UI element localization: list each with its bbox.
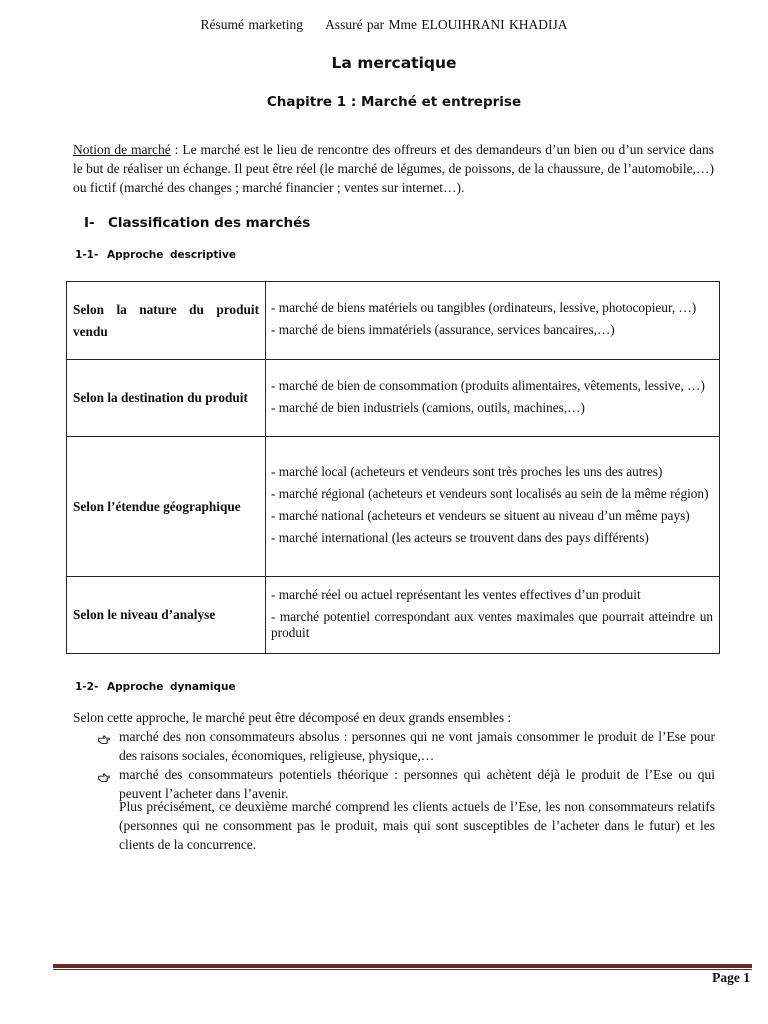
running-header (0, 17, 768, 33)
market-type-item: - marché de bien de consommation (produits alimentaires, vêtements, lessive, …) (271, 377, 705, 393)
table-row (67, 282, 720, 360)
header-author: Assuré par Mme ELOUIHRANI KHADIJA (325, 17, 568, 32)
dynamic-approach-intro: Selon cette approche, le marché peut être décomposé en deux grands ensembles : (73, 710, 512, 725)
list-item (98, 727, 715, 765)
market-type-item: - marché de biens matériels ou tangibles (ordinateurs, lessive, photocopieur, …) (271, 300, 697, 315)
section-title: Classification des marchés (108, 215, 311, 231)
subsection-title: Approche descriptive (106, 249, 236, 261)
page-number: Page 1 (712, 970, 750, 985)
market-type-item: - marché local (acheteurs et vendeurs sont très proches les uns des autres) (271, 464, 663, 479)
market-type-item: - marché international (les acteurs se trouvent dans des pays différents) (271, 530, 649, 545)
footer-divider (53, 964, 752, 968)
market-type-item: - marché potentiel correspondant aux ventes maximales que pourrait atteindre un produit (271, 608, 713, 640)
market-type-item: - marché réel ou actuel représentant les ventes effectives d’un produit (271, 586, 641, 602)
market-types-cell (266, 577, 720, 654)
section-number: I- (84, 215, 95, 231)
hand-pointing-right-icon (98, 769, 110, 781)
market-definition-paragraph (73, 140, 714, 197)
subsection-number: 1-2- (75, 681, 99, 693)
subsection-title: Approche dynamique (106, 681, 236, 693)
criterion-cell: Selon le niveau d’analyse (67, 577, 266, 654)
market-type-item: - marché de biens immatériels (assurance, services bancaires,…) (271, 322, 615, 337)
hand-pointing-right-icon (98, 731, 110, 743)
criterion-cell: Selon la nature du produit vendu (67, 282, 266, 360)
market-types-cell (266, 360, 720, 437)
table-row (67, 577, 720, 654)
market-classification-table (66, 281, 720, 654)
table-row (67, 437, 720, 577)
chapter-title: Chapitre 1 : Marché et entreprise (266, 94, 522, 110)
market-type-item: - marché régional (acheteurs et vendeurs sont localisés au sein de la même région) (271, 486, 709, 501)
market-types-cell (266, 437, 720, 577)
bullet-text: marché des consommateurs potentiels théorique : personnes qui achètent déjà le produit de l’Ese ou qui peuvent l’acheter dans l’avenir. (119, 767, 715, 801)
market-type-item: - marché national (acheteurs et vendeurs se situent au niveau d’un même pays) (271, 508, 690, 523)
market-definition-text: : Le marché est le lieu de rencontre des offreurs et des demandeurs d’un bien ou d’un service dans le but de réaliser un échange. Il peut être réel (le marché de légumes, de poissons, de la chaussure, de l’automobile,…) ou fictif (marché des changes ; marché financier ; ventes sur internet…). (73, 142, 714, 195)
document-title: La mercatique (331, 54, 457, 72)
precision-paragraph: Plus précisément, ce deuxième marché comprend les clients actuels de l’Ese, les non consommateurs relatifs (personnes qui ne consomment pas le produit, mais qui sont susceptibles de l’acheter dans le futur) et les clients de la concurrence. (119, 799, 715, 852)
subsection-number: 1-1- (75, 249, 99, 261)
bullet-text: marché des non consommateurs absolus : personnes qui ne vont jamais consommer le produit de l’Ese pour des raisons sociales, économiques, religieuse, physique,… (119, 729, 715, 763)
section-heading-classification (84, 215, 310, 231)
criterion-cell: Selon la destination du produit (67, 360, 266, 437)
market-types-cell (266, 282, 720, 360)
market-type-item: - marché de bien industriels (camions, outils, machines,…) (271, 399, 585, 415)
criterion-cell: Selon l’étendue géographique (67, 437, 266, 577)
subsection-heading-descriptive (75, 249, 236, 261)
header-course-title: Résumé marketing (200, 17, 304, 32)
market-segments-list (98, 727, 715, 803)
market-notion-term: Notion de marché (73, 142, 171, 157)
subsection-heading-dynamic (75, 681, 236, 693)
table-row (67, 360, 720, 437)
